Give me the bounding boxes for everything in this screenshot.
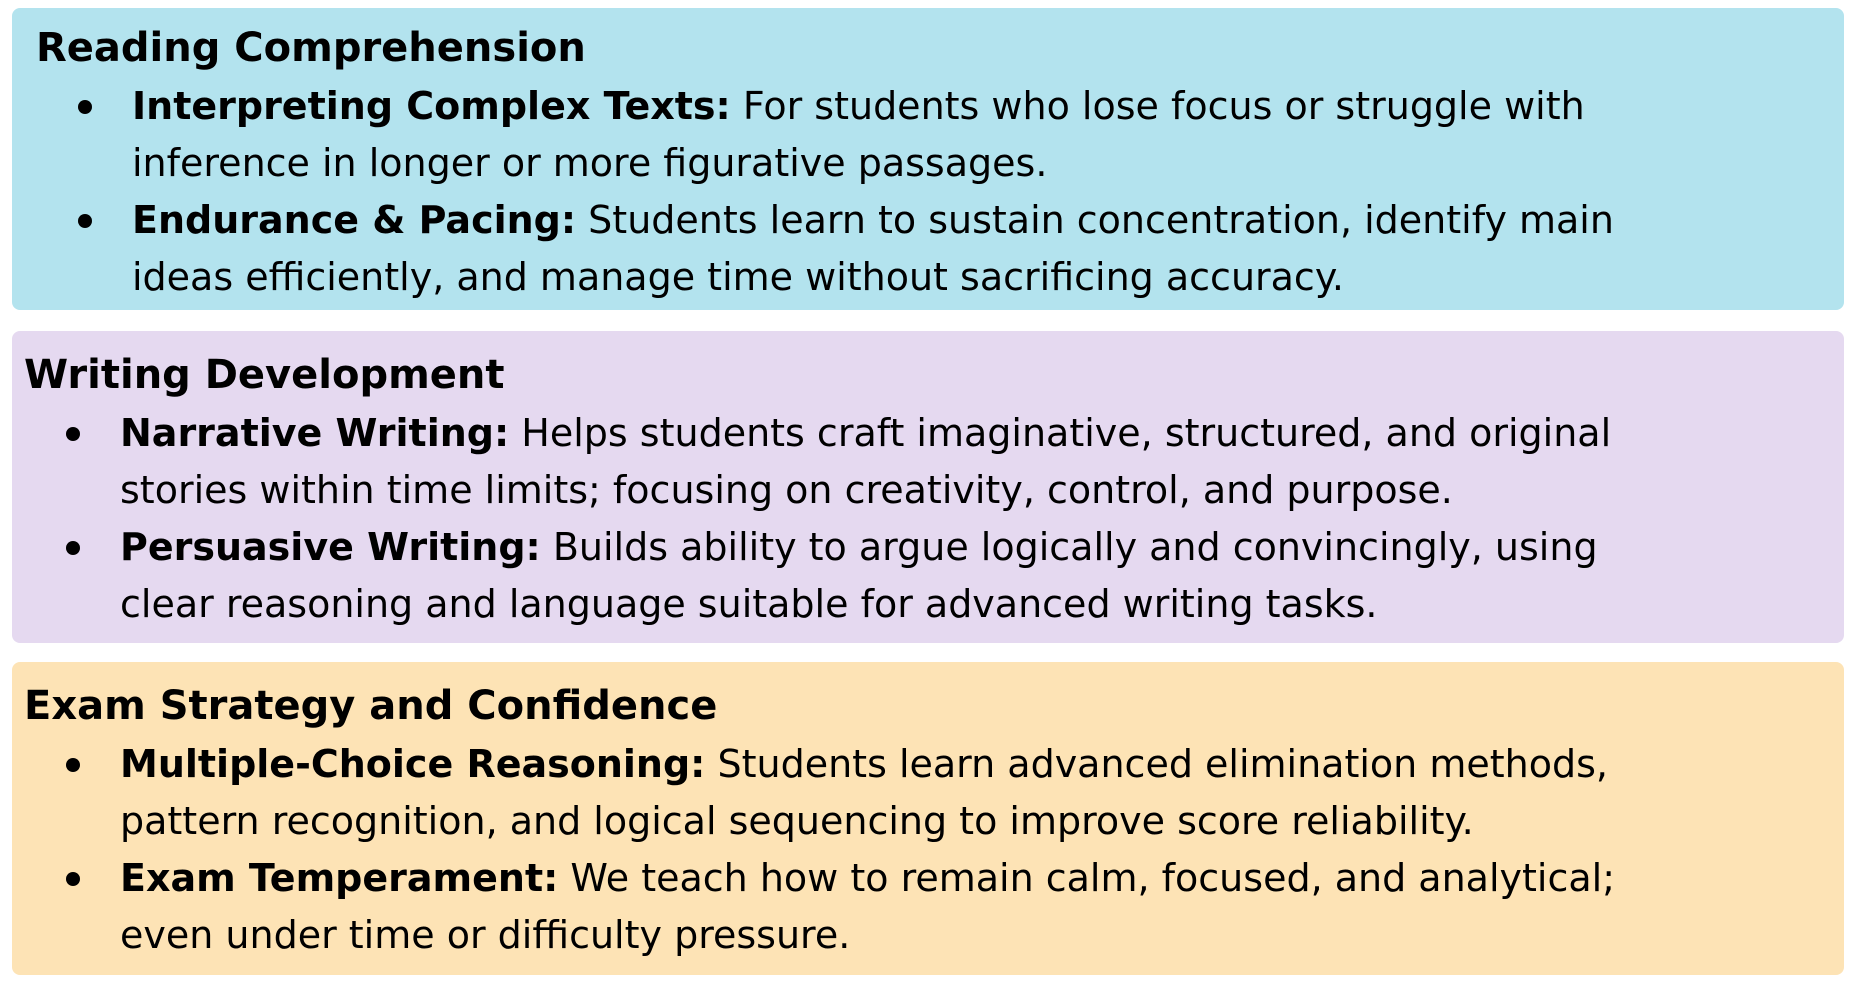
exam-strategy-panel — [12, 662, 1844, 975]
item-continuation: even under time or difficulty pressure. — [120, 913, 851, 957]
item-first-line — [120, 519, 1830, 576]
section-heading: Writing Development — [24, 352, 505, 398]
list-item — [66, 519, 1830, 633]
bullet-icon — [66, 758, 80, 772]
reading-comprehension-panel — [12, 8, 1844, 310]
item-term: Interpreting Complex Texts: — [132, 84, 731, 128]
bullet-list — [66, 405, 1830, 633]
item-term: Exam Temperament: — [120, 856, 559, 900]
list-item — [78, 78, 1830, 192]
item-first-line — [132, 192, 1830, 249]
item-first-line — [120, 405, 1830, 462]
bullet-icon — [78, 100, 92, 114]
item-continuation: ideas efficiently, and manage time without sacrificing accuracy. — [132, 255, 1344, 299]
list-item — [66, 405, 1830, 519]
item-first-line — [120, 736, 1830, 793]
section-heading: Reading Comprehension — [36, 25, 586, 71]
list-item — [78, 192, 1830, 306]
item-continuation: inference in longer or more figurative passages. — [132, 141, 1048, 185]
bullet-icon — [66, 872, 80, 886]
item-description: We teach how to remain calm, focused, and analytical; — [570, 856, 1615, 900]
item-term: Endurance & Pacing: — [132, 198, 577, 242]
item-description: Students learn advanced elimination methods, — [717, 742, 1608, 786]
section-heading: Exam Strategy and Confidence — [24, 683, 718, 729]
item-description: Builds ability to argue logically and convincingly, using — [552, 525, 1598, 569]
writing-development-panel — [12, 331, 1844, 643]
item-continuation: clear reasoning and language suitable for advanced writing tasks. — [120, 582, 1378, 626]
list-item — [66, 850, 1830, 964]
item-description: Helps students craft imaginative, structured, and original — [521, 411, 1612, 455]
item-description: Students learn to sustain concentration, identify main — [588, 198, 1614, 242]
item-term: Narrative Writing: — [120, 411, 510, 455]
bullet-icon — [66, 541, 80, 555]
item-term: Multiple-Choice Reasoning: — [120, 742, 706, 786]
item-first-line — [120, 850, 1830, 907]
item-continuation: stories within time limits; focusing on creativity, control, and purpose. — [120, 468, 1453, 512]
list-item — [66, 736, 1830, 850]
item-first-line — [132, 78, 1830, 135]
item-continuation: pattern recognition, and logical sequencing to improve score reliability. — [120, 799, 1474, 843]
bullet-list — [66, 736, 1830, 964]
item-term: Persuasive Writing: — [120, 525, 541, 569]
bullet-list — [78, 78, 1830, 306]
bullet-icon — [66, 427, 80, 441]
item-description: For students who lose focus or struggle with — [742, 84, 1585, 128]
bullet-icon — [78, 214, 92, 228]
